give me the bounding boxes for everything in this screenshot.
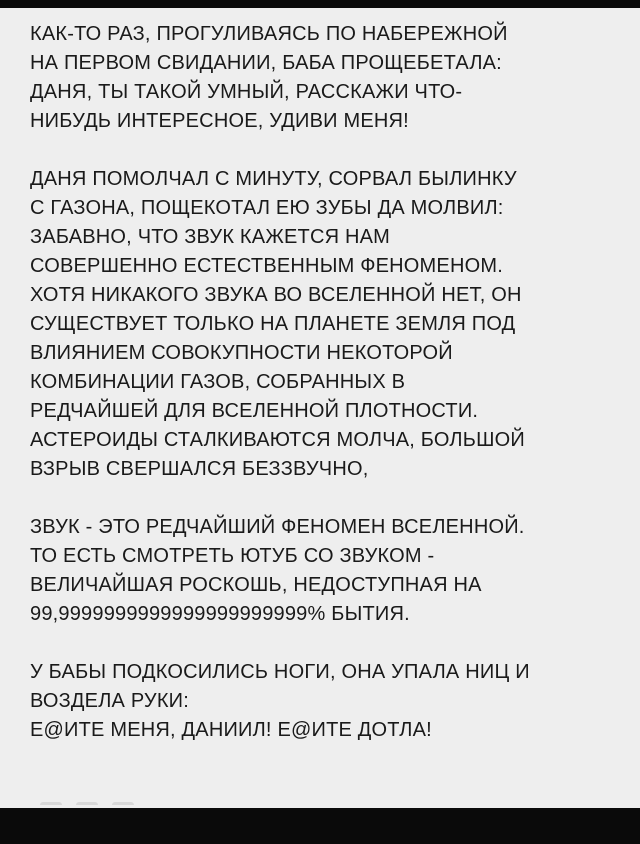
text-line: У БАБЫ ПОДКОСИЛИСЬ НОГИ, ОНА УПАЛА НИЦ И [30,661,530,683]
bottom-black-bar [0,808,640,844]
text-line: ВЛИЯНИЕМ СОВОКУПНОСТИ НЕКОТОРОЙ [30,342,453,364]
text-line: Е@ИТЕ МЕНЯ, ДАНИИЛ! Е@ИТЕ ДОТЛА! [30,719,432,741]
text-line: КАК-ТО РАЗ, ПРОГУЛИВАЯСЬ ПО НАБЕРЕЖНОЙ [30,23,508,45]
text-line: НА ПЕРВОМ СВИДАНИИ, БАБА ПРОЩЕБЕТАЛА: [30,52,502,74]
text-line: С ГАЗОНА, ПОЩЕКОТАЛ ЕЮ ЗУБЫ ДА МОЛВИЛ: [30,197,504,219]
text-line: СУЩЕСТВУЕТ ТОЛЬКО НА ПЛАНЕТЕ ЗЕМЛЯ ПОД [30,313,516,335]
paragraph-intro [30,20,620,136]
text-line: ВЗРЫВ СВЕРШАЛСЯ БЕЗЗВУЧНО, [30,458,369,480]
text-line: ЗАБАВНО, ЧТО ЗВУК КАЖЕТСЯ НАМ [30,226,391,248]
text-line: КОМБИНАЦИИ ГАЗОВ, СОБРАННЫХ В [30,371,406,393]
text-line: СОВЕРШЕННО ЕСТЕСТВЕННЫМ ФЕНОМЕНОМ. [30,255,503,277]
text-line: АСТЕРОИДЫ СТАЛКИВАЮТСЯ МОЛЧА, БОЛЬШОЙ [30,429,525,451]
paragraph-conclusion [30,513,620,629]
text-line: ЗВУК - ЭТО РЕДЧАЙШИЙ ФЕНОМЕН ВСЕЛЕННОЙ. [30,516,525,538]
paragraph-explanation [30,165,620,484]
text-line: НИБУДЬ ИНТЕРЕСНОЕ, УДИВИ МЕНЯ! [30,110,409,132]
text-line: ТО ЕСТЬ СМОТРЕТЬ ЮТУБ СО ЗВУКОМ - [30,545,435,567]
text-line: ДАНЯ, ТЫ ТАКОЙ УМНЫЙ, РАССКАЖИ ЧТО- [30,81,463,103]
text-line: ДАНЯ ПОМОЛЧАЛ С МИНУТУ, СОРВАЛ БЫЛИНКУ [30,168,517,190]
text-line: РЕДЧАЙШЕЙ ДЛЯ ВСЕЛЕННОЙ ПЛОТНОСТИ. [30,400,479,422]
text-line: ВЕЛИЧАЙШАЯ РОСКОШЬ, НЕДОСТУПНАЯ НА [30,574,482,596]
text-line: ВОЗДЕЛА РУКИ: [30,690,190,712]
top-black-bar [0,0,640,8]
text-line: ХОТЯ НИКАКОГО ЗВУКА ВО ВСЕЛЕННОЙ НЕТ, ОН [30,284,522,306]
text-line: 99,9999999999999999999999% БЫТИЯ. [30,603,410,625]
faint-mark [112,802,134,805]
text-post [0,8,640,808]
post-text-body [30,20,620,745]
paragraph-punchline [30,658,620,745]
cut-off-faint-row [40,795,240,805]
faint-mark [40,802,62,805]
faint-mark [76,802,98,805]
